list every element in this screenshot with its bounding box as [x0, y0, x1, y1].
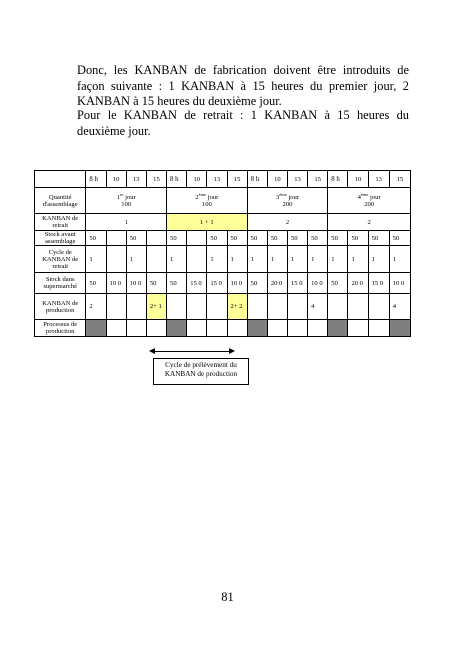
page-number: 81 — [221, 590, 234, 604]
stock-supermarche-row — [35, 273, 411, 294]
hour-cell: 10 — [267, 171, 287, 188]
process-cell — [328, 320, 348, 337]
quantity-value: 200 — [282, 200, 293, 208]
kanban-production-cell-highlight: 2+ 2 — [227, 294, 247, 320]
day-cell: 4ème jour 200 — [328, 188, 411, 214]
quantity-row — [35, 188, 411, 214]
arrow-right-head — [229, 348, 235, 354]
kanban-production-cell — [126, 294, 146, 320]
kanban-production-cell: 4 — [308, 294, 328, 320]
kanban-production-cell — [247, 294, 267, 320]
cycle-retrait-cell: 1 — [389, 246, 410, 273]
row-label: Stock dans supermarché — [35, 273, 86, 294]
stock-supermarche-cell: 15 0 — [207, 273, 227, 294]
process-cell — [247, 320, 267, 337]
kanban-retrait-cell: 1 — [86, 214, 167, 231]
process-cell — [187, 320, 207, 337]
stock-avant-cell: 50 — [267, 231, 287, 246]
process-cell — [308, 320, 328, 337]
kanban-production-cell — [287, 294, 307, 320]
hours-row — [35, 171, 411, 188]
row-label: KANBAN de production — [35, 294, 86, 320]
kanban-production-cell-highlight: 2+ 1 — [146, 294, 166, 320]
kanban-production-cell: 2 — [86, 294, 106, 320]
stock-avant-cell: 50 — [368, 231, 389, 246]
cycle-retrait-cell: 1 — [126, 246, 146, 273]
kanban-production-row — [35, 294, 411, 320]
stock-avant-row — [35, 231, 411, 246]
stock-supermarche-cell: 20 0 — [267, 273, 287, 294]
process-cell — [227, 320, 247, 337]
cycle-retrait-cell: 1 — [247, 246, 267, 273]
stock-supermarche-cell: 50 — [86, 273, 106, 294]
stock-avant-cell: 50 — [167, 231, 187, 246]
stock-supermarche-cell: 15 0 — [187, 273, 207, 294]
stock-supermarche-cell: 15 0 — [368, 273, 389, 294]
stock-supermarche-cell: 50 — [167, 273, 187, 294]
kanban-production-cell — [207, 294, 227, 320]
day-cell: 3ème jour 200 — [247, 188, 328, 214]
kanban-production-cell: 4 — [389, 294, 410, 320]
stock-avant-cell — [146, 231, 166, 246]
paragraph-fabrication: Donc, les KANBAN de fabrication doivent être introduits de façon suivante : 1 KANBAN à 15 heures du premier jour, 2 KANBAN à 15 heures du deuxième jour. — [77, 63, 409, 108]
process-cell — [86, 320, 106, 337]
stock-supermarche-cell: 10 0 — [126, 273, 146, 294]
hour-cell: 10 — [106, 171, 126, 188]
hour-cell: 10 — [348, 171, 368, 188]
stock-supermarche-cell: 20 0 — [348, 273, 368, 294]
quantity-value: 100 — [201, 200, 212, 208]
stock-supermarche-cell: 10 0 — [227, 273, 247, 294]
stock-avant-cell: 50 — [308, 231, 328, 246]
cycle-retrait-cell: 1 — [308, 246, 328, 273]
stock-avant-cell: 50 — [287, 231, 307, 246]
cycle-retrait-cell — [187, 246, 207, 273]
stock-supermarche-cell: 10 0 — [389, 273, 410, 294]
corner-cell — [35, 171, 86, 188]
hour-cell: 15 — [146, 171, 166, 188]
cycle-retrait-cell — [146, 246, 166, 273]
stock-avant-cell: 50 — [389, 231, 410, 246]
cycle-retrait-row — [35, 246, 411, 273]
quantity-value: 100 — [121, 200, 132, 208]
cycle-retrait-cell: 1 — [167, 246, 187, 273]
cycle-arrow-line — [153, 351, 231, 352]
kanban-retrait-row — [35, 214, 411, 231]
row-label: Stock avant assemblage — [35, 231, 86, 246]
hour-cell: 15 — [389, 171, 410, 188]
stock-avant-cell: 50 — [227, 231, 247, 246]
kanban-production-cell — [167, 294, 187, 320]
cycle-callout-box: Cycle de prélèvement du KANBAN de production — [153, 358, 249, 385]
process-cell — [106, 320, 126, 337]
kanban-production-cell — [328, 294, 348, 320]
process-cell — [348, 320, 368, 337]
stock-avant-cell — [106, 231, 126, 246]
process-cell — [267, 320, 287, 337]
hour-cell: 8 h — [86, 171, 106, 188]
process-cell — [389, 320, 410, 337]
row-label: Cycle de KANBAN de retrait — [35, 246, 86, 273]
stock-avant-cell: 50 — [328, 231, 348, 246]
stock-avant-cell: 50 — [126, 231, 146, 246]
cycle-retrait-cell: 1 — [368, 246, 389, 273]
hour-cell: 15 — [308, 171, 328, 188]
quantity-value: 200 — [364, 200, 375, 208]
kanban-table — [34, 170, 411, 337]
stock-supermarche-cell: 15 0 — [287, 273, 307, 294]
stock-avant-cell: 50 — [86, 231, 106, 246]
paragraph-retrait: Pour le KANBAN de retrait : 1 KANBAN à 15 heures du deuxième jour. — [77, 108, 409, 138]
kanban-production-cell — [348, 294, 368, 320]
process-cell — [287, 320, 307, 337]
cycle-retrait-cell: 1 — [86, 246, 106, 273]
processus-row — [35, 320, 411, 337]
kanban-retrait-cell: 2 — [247, 214, 328, 231]
process-cell — [167, 320, 187, 337]
hour-cell: 8 h — [328, 171, 348, 188]
kanban-production-cell — [267, 294, 287, 320]
hour-cell: 13 — [287, 171, 307, 188]
stock-avant-cell: 50 — [207, 231, 227, 246]
kanban-production-cell — [106, 294, 126, 320]
stock-avant-cell: 50 — [348, 231, 368, 246]
cycle-retrait-cell: 1 — [267, 246, 287, 273]
kanban-retrait-cell-highlight: 1 + 1 — [167, 214, 248, 231]
stock-supermarche-cell: 50 — [328, 273, 348, 294]
cycle-retrait-cell: 1 — [328, 246, 348, 273]
day-cell: 2ème jour 100 — [167, 188, 248, 214]
process-cell — [126, 320, 146, 337]
stock-supermarche-cell: 50 — [146, 273, 166, 294]
process-cell — [207, 320, 227, 337]
cycle-retrait-cell: 1 — [287, 246, 307, 273]
row-label: KANBAN de retrait — [35, 214, 86, 231]
stock-avant-cell: 50 — [247, 231, 267, 246]
row-label: Processus de production — [35, 320, 86, 337]
hour-cell: 13 — [126, 171, 146, 188]
hour-cell: 8 h — [247, 171, 267, 188]
kanban-retrait-cell: 2 — [328, 214, 411, 231]
cycle-retrait-cell: 1 — [227, 246, 247, 273]
hour-cell: 15 — [227, 171, 247, 188]
day-cell: 1er jour 100 — [86, 188, 167, 214]
hour-cell: 13 — [207, 171, 227, 188]
row-label: Quantité d'assemblage — [35, 188, 86, 214]
cycle-retrait-cell — [106, 246, 126, 273]
hour-cell: 8 h — [167, 171, 187, 188]
kanban-production-cell — [187, 294, 207, 320]
cycle-retrait-cell: 1 — [207, 246, 227, 273]
stock-supermarche-cell: 10 0 — [308, 273, 328, 294]
stock-supermarche-cell: 10 0 — [106, 273, 126, 294]
stock-supermarche-cell: 50 — [247, 273, 267, 294]
hour-cell: 10 — [187, 171, 207, 188]
process-cell — [146, 320, 166, 337]
kanban-production-cell — [368, 294, 389, 320]
process-cell — [368, 320, 389, 337]
cycle-retrait-cell: 1 — [348, 246, 368, 273]
stock-avant-cell — [187, 231, 207, 246]
hour-cell: 13 — [368, 171, 389, 188]
